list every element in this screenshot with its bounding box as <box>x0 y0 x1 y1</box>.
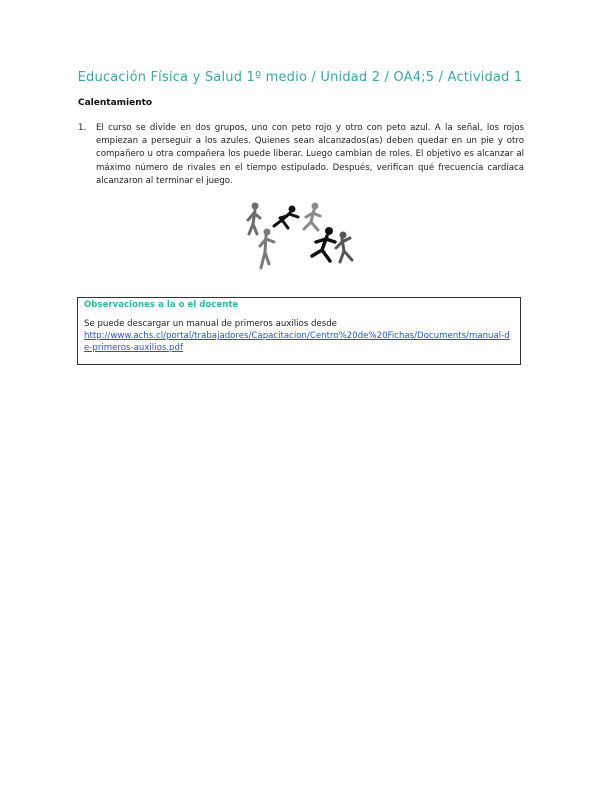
runner-figure-2 <box>274 206 298 229</box>
runner-figure-1 <box>248 203 260 235</box>
notes-text: Se puede descargar un manual de primeros auxilios desde <box>84 319 337 329</box>
instruction-text: El curso se divide en dos grupos, uno con peto rojo y otro con peto azul. A la señal, los rojos empiezan a perseguir a los azules. Quienes sean alcanzados(as) deben quedar en un pie y otro compañero u otra compañera los puede liberar. Luego cambian de roles. El objetivo es alcanzar al máximo número de rivales en el tiempo estipulado. Después, verifican qué frecuencia cardíaca alcanzaron al terminar el juego. <box>96 123 524 186</box>
manual-download-link[interactable]: http://www.achs.cl/portal/trabajadores/Capacitacion/Centro%20de%20Fichas/Documents/manual-de-primeros-auxilios.pdf <box>84 331 510 353</box>
running-children-illustration <box>240 198 365 273</box>
teacher-notes-box <box>77 297 521 365</box>
instruction-number: 1. <box>78 123 87 133</box>
instruction-list <box>78 122 524 188</box>
section-heading: Calentamiento <box>78 98 153 108</box>
runner-figure-3 <box>304 203 320 231</box>
runner-figure-5 <box>312 227 335 261</box>
notes-title: Observaciones a la o el docente <box>84 300 239 310</box>
instruction-item <box>78 122 524 188</box>
page-title: Educación Física y Salud 1º medio / Unidad 2 / OA4;5 / Actividad 1 <box>77 70 523 85</box>
runner-figure-4 <box>260 229 274 269</box>
runner-figure-6 <box>336 232 352 263</box>
